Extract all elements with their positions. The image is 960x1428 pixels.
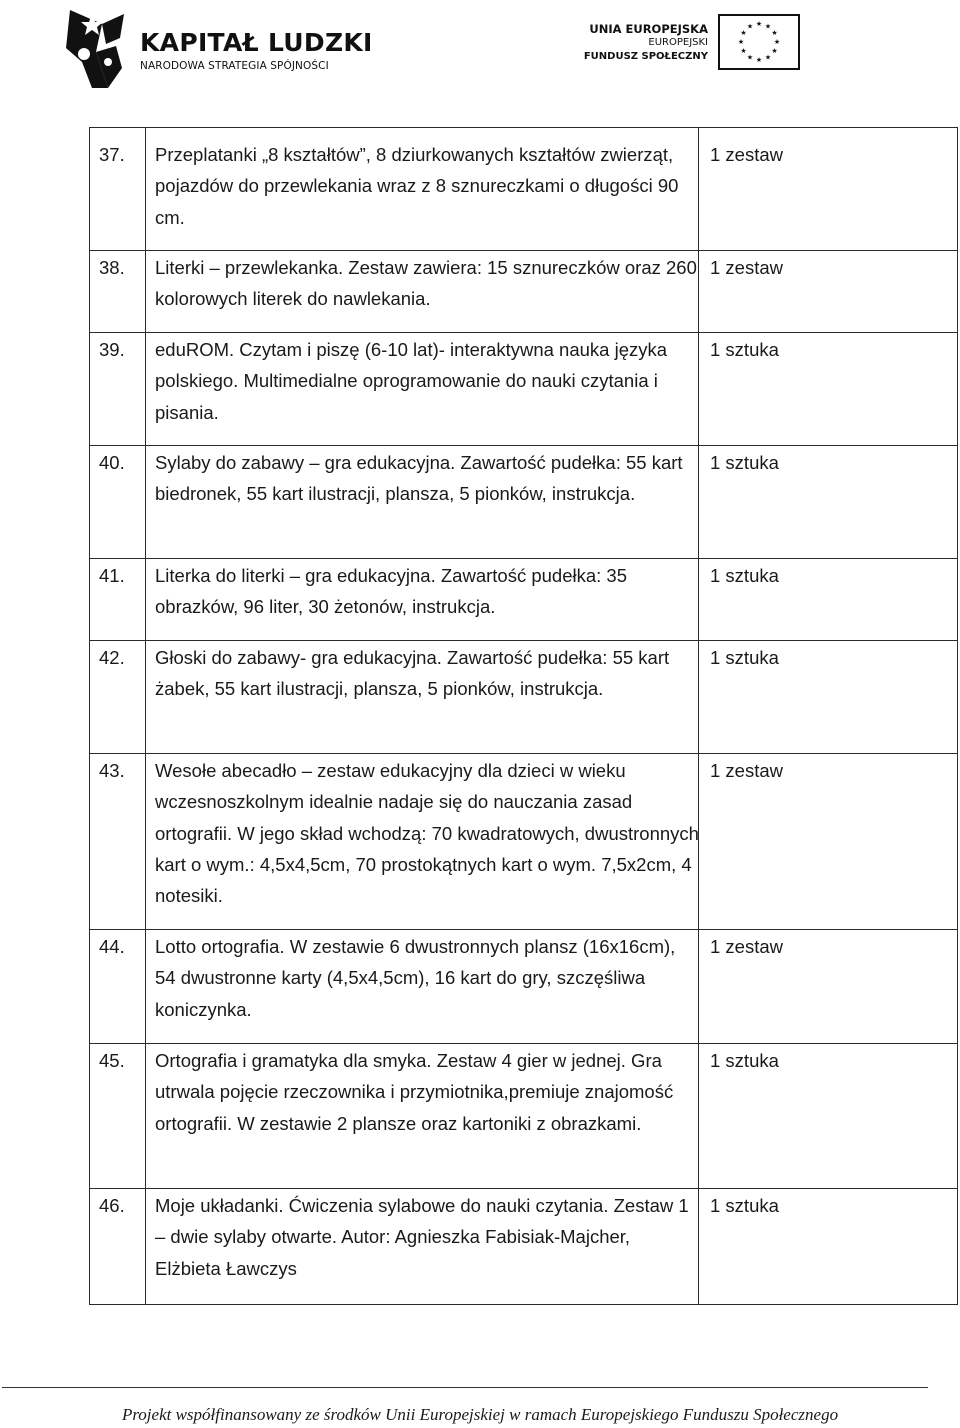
svg-text:★: ★ [755, 56, 763, 64]
row-description: Moje układanki. Ćwiczenia sylabowe do nauki czytania. Zestaw 1 – dwie sylaby otwarte. Autor: Agnieszka Fabisiak-Majcher, Elżbieta Ławczys [155, 1195, 689, 1279]
row-number: 40. [99, 452, 125, 473]
row-quantity: 1 zestaw [710, 936, 784, 957]
row-description: eduROM. Czytam i piszę (6-10 lat)- interaktywna nauka języka polskiego. Multimedialne oprogramowanie do nauki czytania i pisania. [155, 339, 668, 423]
row-number: 37. [99, 144, 125, 165]
kapital-ludzki-emblem-icon [62, 4, 138, 90]
row-description: Wesołe abecadło – zestaw edukacyjny dla dzieci w wieku wczesnoszkolnym idealnie nadaje się do nauczania zasad ortografii. W jego skład wchodzą: 70 kwadratowych, dwustronnych kart o wym.: 4,5x4,5cm, 70 prostokątnych kart o wym. 7,5x2cm, 4 notesiki. [155, 760, 699, 907]
row-divider [90, 640, 957, 641]
row-quantity: 1 sztuka [710, 452, 779, 473]
kapital-ludzki-title: KAPITAŁ LUDZKI [140, 28, 373, 57]
row-number: 41. [99, 565, 125, 586]
svg-text:★: ★ [771, 47, 778, 55]
row-divider [90, 929, 957, 930]
row-description: Ortografia i gramatyka dla smyka. Zestaw 4 gier w jednej. Gra utrwala pojęcie rzeczownika i przymiotnika,premiuje znajomość ortografii. W zestawie 2 plansze oraz kartoniki z obrazkami. [155, 1050, 674, 1134]
svg-text:★: ★ [746, 53, 754, 62]
row-number: 39. [99, 339, 125, 360]
row-quantity: 1 zestaw [710, 760, 784, 781]
eu-logo [583, 14, 800, 72]
row-quantity: 1 sztuka [710, 647, 779, 668]
kapital-ludzki-subtitle: NARODOWA STRATEGIA SPÓJNOŚCI [140, 60, 329, 72]
svg-text:★: ★ [764, 53, 772, 62]
items-table [89, 127, 958, 1305]
row-number: 38. [99, 257, 125, 278]
row-quantity: 1 sztuka [710, 1195, 779, 1216]
column-divider [145, 128, 146, 1304]
eu-flag-icon [718, 14, 800, 70]
row-divider [90, 332, 957, 333]
svg-text:★: ★ [764, 22, 772, 31]
row-description: Literka do literki – gra edukacyjna. Zawartość pudełka: 35 obrazków, 96 liter, 30 żetonów, instrukcja. [155, 565, 628, 618]
row-quantity: 1 sztuka [710, 339, 779, 360]
row-divider [90, 250, 957, 251]
kapital-ludzki-logo [62, 4, 373, 90]
row-description: Głoski do zabawy- gra edukacyjna. Zawartość pudełka: 55 kart żabek, 55 kart ilustracji, plansza, 5 pionków, instrukcja. [155, 647, 670, 700]
row-quantity: 1 zestaw [710, 144, 784, 165]
row-divider [90, 558, 957, 559]
row-divider [90, 1188, 957, 1189]
eu-logo-line3: FUNDUSZ SPOŁECZNY [583, 51, 708, 62]
eu-logo-text [584, 22, 708, 64]
footer-divider [2, 1387, 928, 1388]
row-description: Literki – przewlekanka. Zestaw zawiera: 15 sznureczków oraz 260 kolorowych literek do nawlekania. [155, 257, 697, 310]
row-quantity: 1 zestaw [710, 257, 784, 278]
svg-text:★: ★ [755, 20, 763, 28]
row-number: 45. [99, 1050, 125, 1071]
row-description: Lotto ortografia. W zestawie 6 dwustronnych plansz (16x16cm), 54 dwustronne karty (4,5x4,5cm), 16 kart do gry, szczęśliwa koniczynka. [155, 936, 676, 1020]
svg-text:★: ★ [746, 22, 754, 31]
row-number: 42. [99, 647, 125, 668]
eu-logo-line2: EUROPEJSKI [648, 37, 708, 48]
row-number: 44. [99, 936, 125, 957]
svg-text:★: ★ [773, 38, 781, 46]
row-description: Przeplatanki „8 kształtów”, 8 dziurkowanych kształtów zwierząt, pojazdów do przewlekania wraz z 8 sznureczkami o długości 90 cm. [155, 144, 679, 228]
row-quantity: 1 sztuka [710, 1050, 779, 1071]
row-divider [90, 445, 957, 446]
footer-text: Projekt współfinansowany ze środków Unii Europejskiej w ramach Europejskiego Funduszu Społecznego [121, 1405, 839, 1424]
row-number: 46. [99, 1195, 125, 1216]
row-description: Sylaby do zabawy – gra edukacyjna. Zawartość pudełka: 55 kart biedronek, 55 kart ilustracji, plansza, 5 pionków, instrukcja. [155, 452, 683, 505]
row-divider [90, 753, 957, 754]
svg-text:★: ★ [771, 29, 778, 37]
svg-text:★: ★ [740, 29, 747, 37]
svg-text:★: ★ [737, 38, 745, 46]
row-divider [90, 1043, 957, 1044]
svg-text:★: ★ [740, 47, 747, 55]
row-quantity: 1 sztuka [710, 565, 779, 586]
row-number: 43. [99, 760, 125, 781]
eu-logo-line1: UNIA EUROPEJSKA [589, 22, 708, 36]
